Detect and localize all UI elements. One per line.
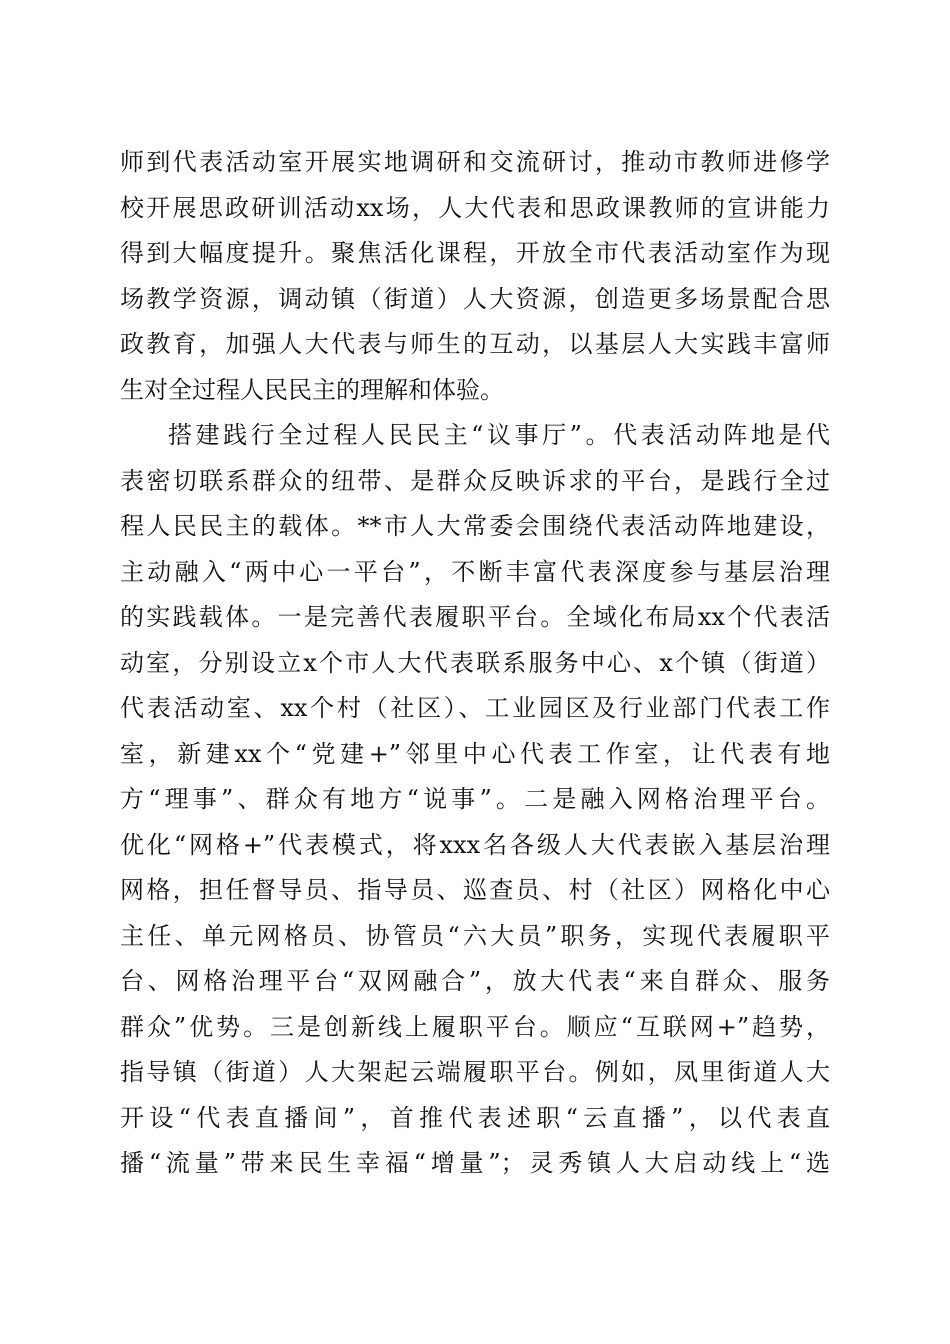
- text-line: 得到大幅度提升。聚焦活化课程，开放全市代表活动室作为现: [120, 239, 830, 267]
- text-line: 群众”优势。三是创新线上履职平台。顺应“互联网+”趋势，: [120, 1012, 830, 1041]
- text-line: 开设“代表直播间”，首推代表述职“云直播”，以代表直: [120, 1103, 830, 1132]
- document-body: [120, 140, 830, 1187]
- text-line: 政教育，加强人大代表与师生的互动，以基层人大实践丰富师: [120, 330, 830, 358]
- text-line: 主任、单元网格员、协管员“六大员”职务，实现代表履职平: [120, 921, 830, 950]
- text-line: 指导镇（街道）人大架起云端履职平台。例如，凤里街道人大: [120, 1058, 830, 1086]
- text-line: 优化“网格+”代表模式，将xxx名各级人大代表嵌入基层治理: [120, 830, 830, 859]
- text-line: 程人民民主的载体。**市人大常委会围绕代表活动阵地建设，: [120, 512, 830, 540]
- text-line: 搭建践行全过程人民民主“议事厅”。代表活动阵地是代: [168, 421, 830, 449]
- text-line: 网格，担任督导员、指导员、巡查员、村（社区）网格化中心: [120, 876, 830, 904]
- text-line: 生对全过程人民民主的理解和体验。: [120, 375, 504, 404]
- text-line: 表密切联系群众的纽带、是群众反映诉求的平台，是践行全过: [120, 466, 830, 495]
- text-line: 台、网格治理平台“双网融合”，放大代表“来自群众、服务: [120, 967, 830, 995]
- paragraph-1: [120, 140, 830, 413]
- text-line: 方“理事”、群众有地方“说事”。二是融入网格治理平台。: [120, 785, 830, 813]
- text-line: 播“流量”带来民生幸福“增量”；灵秀镇人大启动线上“选: [120, 1149, 830, 1177]
- paragraph-2: [120, 413, 830, 1187]
- text-line: 师到代表活动室开展实地调研和交流研讨，推动市教师进修学: [120, 148, 830, 176]
- text-line: 的实践载体。一是完善代表履职平台。全域化布局xx个代表活: [120, 603, 830, 631]
- text-line: 校开展思政研训活动xx场，人大代表和思政课教师的宣讲能力: [120, 193, 830, 222]
- text-line: 动室，分别设立x个市人大代表联系服务中心、x个镇（街道）: [120, 648, 830, 677]
- text-line: 室，新建xx个“党建+”邻里中心代表工作室，让代表有地: [120, 739, 830, 768]
- text-line: 代表活动室、xx个村（社区）、工业园区及行业部门代表工作: [120, 694, 830, 722]
- text-line: 主动融入“两中心一平台”，不断丰富代表深度参与基层治理: [120, 557, 830, 586]
- text-line: 场教学资源，调动镇（街道）人大资源，创造更多场景配合思: [120, 284, 830, 313]
